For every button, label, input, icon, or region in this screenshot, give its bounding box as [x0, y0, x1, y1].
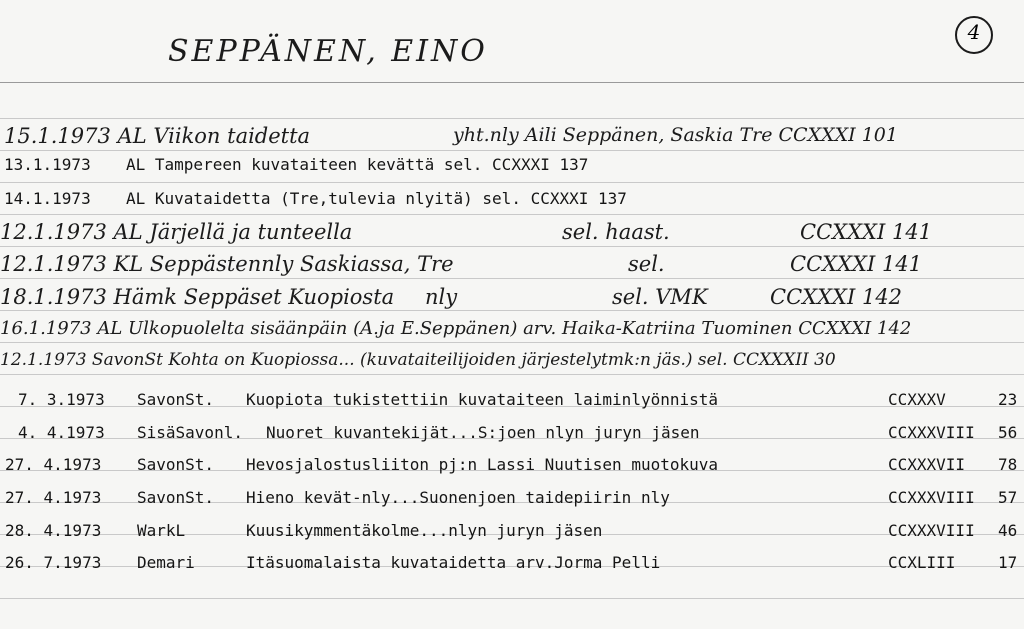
row-line [0, 246, 1024, 247]
row-line [0, 310, 1024, 311]
table-cell-paper: SavonSt. [137, 455, 215, 474]
table-cell-code: CCXLIII [888, 553, 956, 572]
table-cell-title: Hevosjalostusliiton pj:n Lassi Nuutisen muotokuva [246, 455, 719, 474]
entry-handwritten-2-ref: CCXXXI 141 [800, 220, 933, 244]
table-cell-num: 17 [998, 553, 1018, 572]
table-cell-num: 57 [998, 488, 1018, 507]
row-line [0, 598, 1024, 599]
entry-handwritten-6: 12.1.1973 SavonSt Kohta on Kuopiossa... (kuvataiteilijoiden järjestelytmk:n jäs.) sel. CCXXXII 30 [0, 350, 836, 370]
table-cell-num: 56 [998, 423, 1018, 442]
row-line [0, 182, 1024, 183]
row-line [0, 214, 1024, 215]
table-cell-code: CCXXXVIII [888, 423, 975, 442]
entry-handwritten-4-mid2: nly [425, 285, 458, 309]
table-cell-paper: SavonSt. [137, 488, 215, 507]
table-cell-paper: WarkL [137, 521, 186, 540]
entry-handwritten-4: 18.1.1973 Hämk Seppäset Kuopiosta [0, 285, 395, 309]
table-cell-num: 23 [998, 390, 1018, 409]
row-line [0, 374, 1024, 375]
table-cell-title: Itäsuomalaista kuvataidetta arv.Jorma Pelli [246, 553, 661, 572]
row-line [0, 118, 1024, 119]
entry-handwritten-1: 15.1.1973 AL Viikon taidetta [4, 124, 311, 148]
row-line [0, 278, 1024, 279]
table-cell-title: Kuopiota tukistettiin kuvataiteen laiminlyönnistä [246, 390, 719, 409]
table-cell-date: 27. 4.1973 [5, 455, 102, 474]
card-number-circle [955, 16, 993, 54]
entry-handwritten-3-ref: CCXXXI 141 [790, 252, 923, 276]
row-line [0, 342, 1024, 343]
table-cell-date: 4. 4.1973 [18, 423, 105, 442]
entry-handwritten-1-ref: yht.nly Aili Seppänen, Saskia Tre CCXXXI 101 [453, 124, 898, 146]
card-number: 4 [967, 20, 981, 44]
table-cell-title: Nuoret kuvantekijät...S:joen nlyn juryn jäsen [266, 423, 700, 442]
entry-handwritten-2-mid: sel. haast. [562, 220, 670, 244]
row-line [0, 150, 1024, 151]
table-cell-date: 7. 3.1973 [18, 390, 105, 409]
entry-typed-text: AL Kuvataidetta (Tre,tulevia nlyitä) sel. CCXXXI 137 [126, 189, 627, 208]
heading-divider [0, 82, 1024, 83]
entry-handwritten-3-mid: sel. [628, 252, 665, 276]
table-cell-date: 27. 4.1973 [5, 488, 102, 507]
entry-handwritten-3: 12.1.1973 KL Seppästennly Saskiassa, Tre [0, 252, 454, 276]
table-cell-code: CCXXXVIII [888, 521, 975, 540]
table-cell-date: 26. 7.1973 [5, 553, 102, 572]
entry-handwritten-4-ref: CCXXXI 142 [770, 285, 903, 309]
table-cell-code: CCXXXVIII [888, 488, 975, 507]
table-cell-num: 46 [998, 521, 1018, 540]
table-cell-code: CCXXXV [888, 390, 946, 409]
entry-handwritten-2: 12.1.1973 AL Järjellä ja tunteella [0, 220, 353, 244]
entry-handwritten-5: 16.1.1973 AL Ulkopuolelta sisäänpäin (A.ja E.Seppänen) arv. Haika-Katriina Tuominen CCXXXI 142 [0, 318, 912, 339]
table-cell-paper: SavonSt. [137, 390, 215, 409]
table-cell-paper: Demari [137, 553, 195, 572]
table-cell-code: CCXXXVII [888, 455, 966, 474]
table-cell-paper: SisäSavonl. [137, 423, 243, 442]
entry-handwritten-4-mid: sel. VMK [612, 285, 708, 309]
entry-typed-date: 14.1.1973 [4, 189, 91, 208]
card-heading: SEPPÄNEN, EINO [168, 34, 488, 69]
entry-typed-date: 13.1.1973 [4, 155, 91, 174]
table-cell-title: Hieno kevät-nly...Suonenjoen taidepiirin nly [246, 488, 670, 507]
table-cell-num: 78 [998, 455, 1018, 474]
table-cell-date: 28. 4.1973 [5, 521, 102, 540]
entry-typed-text: AL Tampereen kuvataiteen kevättä sel. CCXXXI 137 [126, 155, 589, 174]
table-cell-title: Kuusikymmentäkolme...nlyn juryn jäsen [246, 521, 603, 540]
